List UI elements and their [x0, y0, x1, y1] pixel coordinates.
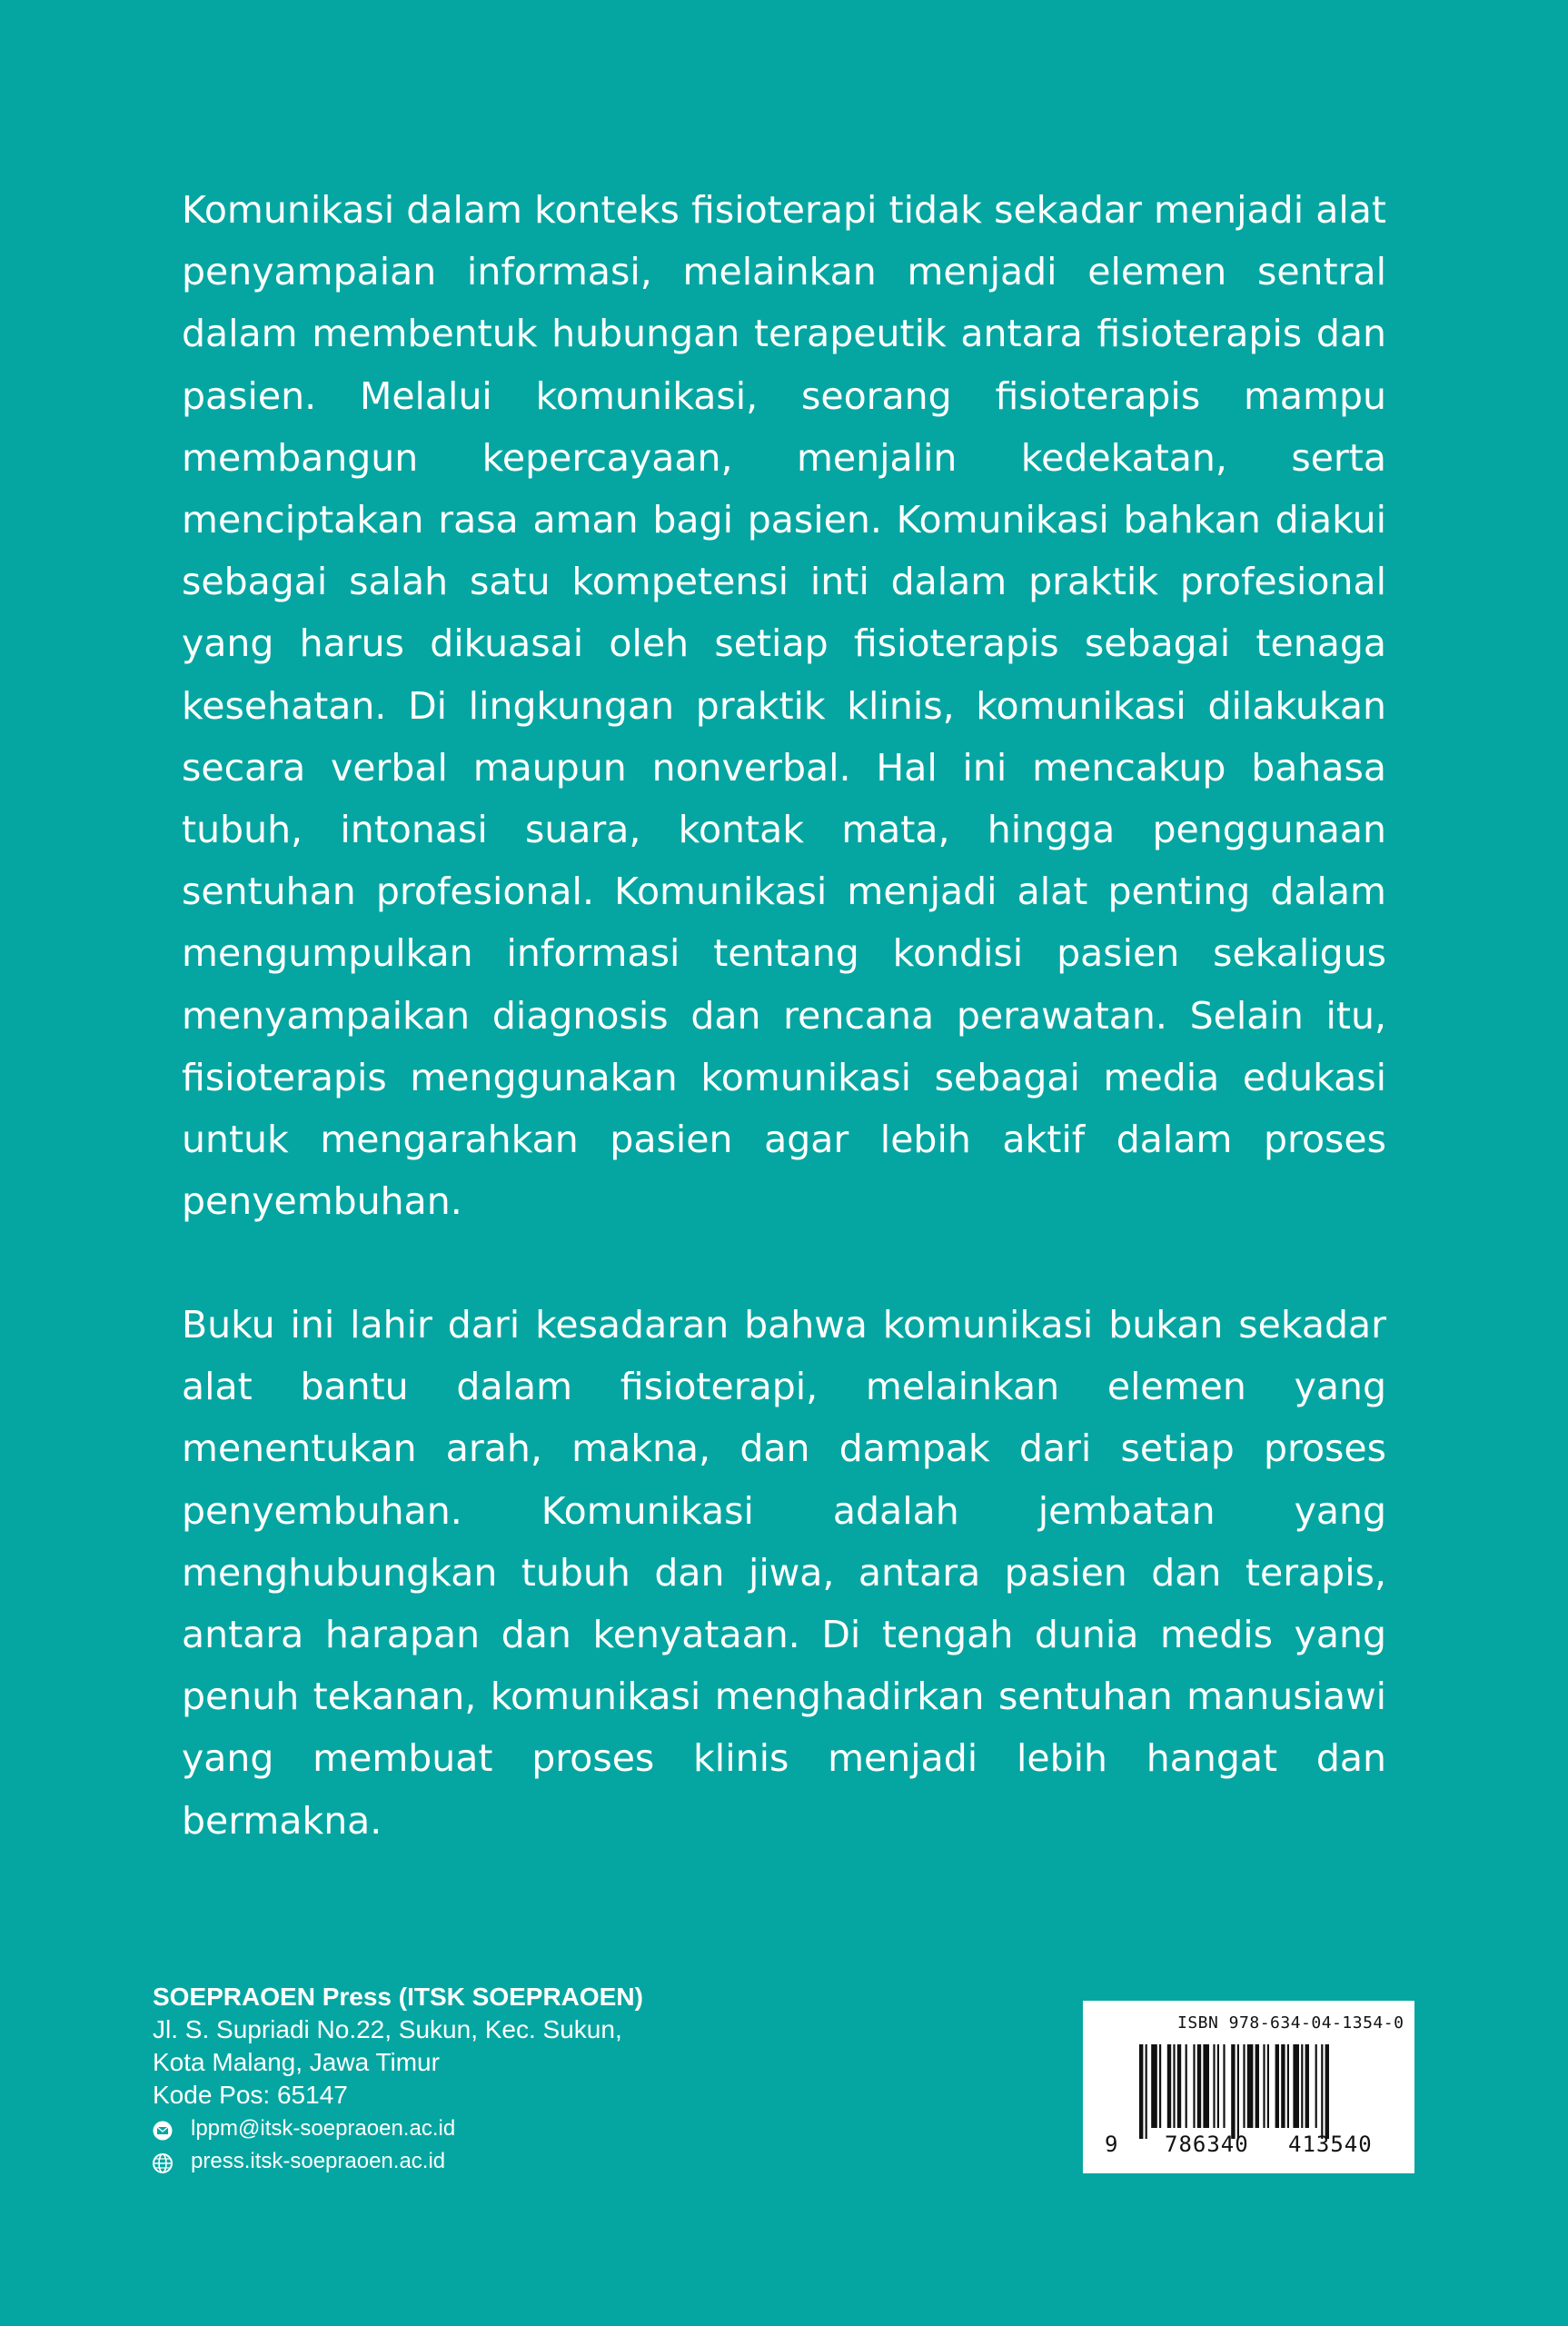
barcode-bar: [1167, 2044, 1171, 2128]
blurb-paragraph-2: Buku ini lahir dari kesadaran bahwa komunikasi bukan sekadar alat bantu dalam fisioterapi, melainkan elemen yang menentukan arah, makna, dan dampak dari setiap proses penyembuhan. Komunikasi adalah jembatan yang menghubungkan tubuh dan jiwa, antara pasien dan terapis, antara harapan dan kenyataan. Di tengah dunia medis yang penuh tekanan, komunikasi menghadirkan sentuhan manusiawi yang membuat proses klinis menjadi lebih hangat dan bermakna.: [182, 1303, 1386, 1843]
envelope-icon: [153, 2119, 173, 2139]
barcode-digits-right: 413540: [1288, 2132, 1373, 2157]
barcode-bar: [1301, 2044, 1303, 2128]
barcode-bar: [1223, 2044, 1225, 2128]
barcode-bar: [1197, 2044, 1201, 2128]
publisher-name: SOEPRAOEN Press (ITSK SOEPRAOEN): [153, 1983, 643, 2011]
globe-icon: [153, 2152, 173, 2172]
isbn-barcode: [1083, 2001, 1414, 2173]
barcode-bar: [1139, 2044, 1143, 2139]
barcode-bar: [1255, 2044, 1259, 2128]
barcode-bar: [1263, 2044, 1265, 2128]
barcode-bar: [1213, 2044, 1215, 2128]
barcode-bar: [1247, 2044, 1254, 2128]
barcode-bar: [1293, 2044, 1299, 2128]
publisher-website[interactable]: press.itsk-soepraoen.ac.id: [191, 2149, 446, 2173]
barcode-bar: [1237, 2044, 1239, 2139]
barcode-bar: [1203, 2044, 1209, 2128]
publisher-email[interactable]: lppm@itsk-soepraoen.ac.id: [191, 2116, 456, 2141]
barcode-digits-left: 786340: [1165, 2132, 1249, 2157]
barcode-bar: [1305, 2044, 1309, 2128]
publisher-postal-code: Kode Pos: 65147: [153, 2081, 348, 2109]
publisher-website-row: [153, 2146, 789, 2177]
blurb-paragraph-1: Komunikasi dalam konteks fisioterapi tidak sekadar menjadi alat penyampaian informasi, melainkan menjadi elemen sentral dalam membentuk hubungan terapeutik antara fisioterapis dan pasien. Melalui komunikasi, seorang fisioterapis mampu membangun kepercayaan, menjalin kedekatan, serta menciptakan rasa aman bagi pasien. Komunikasi bahkan diakui sebagai salah satu kompetensi inti dalam praktik profesional yang harus dikuasai oleh setiap fisioterapis sebagai tenaga kesehatan. Di lingkungan praktik klinis, komunikasi dilakukan secara verbal maupun nonverbal. Hal ini mencakup bahasa tubuh, intonasi suara, kontak mata, hingga penggunaan sentuhan profesional. Komunikasi menjadi alat penting dalam mengumpulkan informasi tentang kondisi pasien sekaligus menyampaikan diagnosis dan rencana perawatan. Selain itu, fisioterapis menggunakan komunikasi sebagai media edukasi untuk mengarahkan pasien agar lebih aktif dalam proses penyembuhan.: [182, 188, 1386, 1224]
barcode-bar: [1177, 2044, 1181, 2128]
publisher-info: [153, 1981, 789, 2177]
barcode-bar: [1321, 2044, 1323, 2139]
barcode-bar: [1275, 2044, 1279, 2128]
barcode-bar: [1243, 2044, 1245, 2128]
publisher-email-row: [153, 2113, 789, 2144]
barcode-bar: [1193, 2044, 1195, 2128]
barcode-bar: [1151, 2044, 1157, 2128]
barcode-bars: [1139, 2044, 1384, 2139]
barcode-bar: [1173, 2044, 1175, 2128]
publisher-address-line-1: Jl. S. Supriadi No.22, Sukun, Kec. Sukun,: [153, 2015, 622, 2043]
barcode-bar: [1315, 2044, 1317, 2128]
barcode-bar: [1159, 2044, 1161, 2128]
barcode-bar: [1281, 2044, 1285, 2128]
isbn-label: ISBN 978-634-04-1354-0: [1177, 2013, 1404, 2033]
barcode-bar: [1186, 2044, 1187, 2128]
barcode-bar: [1267, 2044, 1269, 2128]
barcode-digit-first: 9: [1105, 2132, 1118, 2157]
barcode-bar: [1217, 2044, 1219, 2128]
barcode-bar: [1146, 2044, 1147, 2139]
barcode-bar: [1287, 2044, 1289, 2128]
barcode-bar: [1231, 2044, 1235, 2139]
publisher-address-line-2: Kota Malang, Jawa Timur: [153, 2048, 440, 2076]
barcode-bar: [1325, 2044, 1329, 2139]
